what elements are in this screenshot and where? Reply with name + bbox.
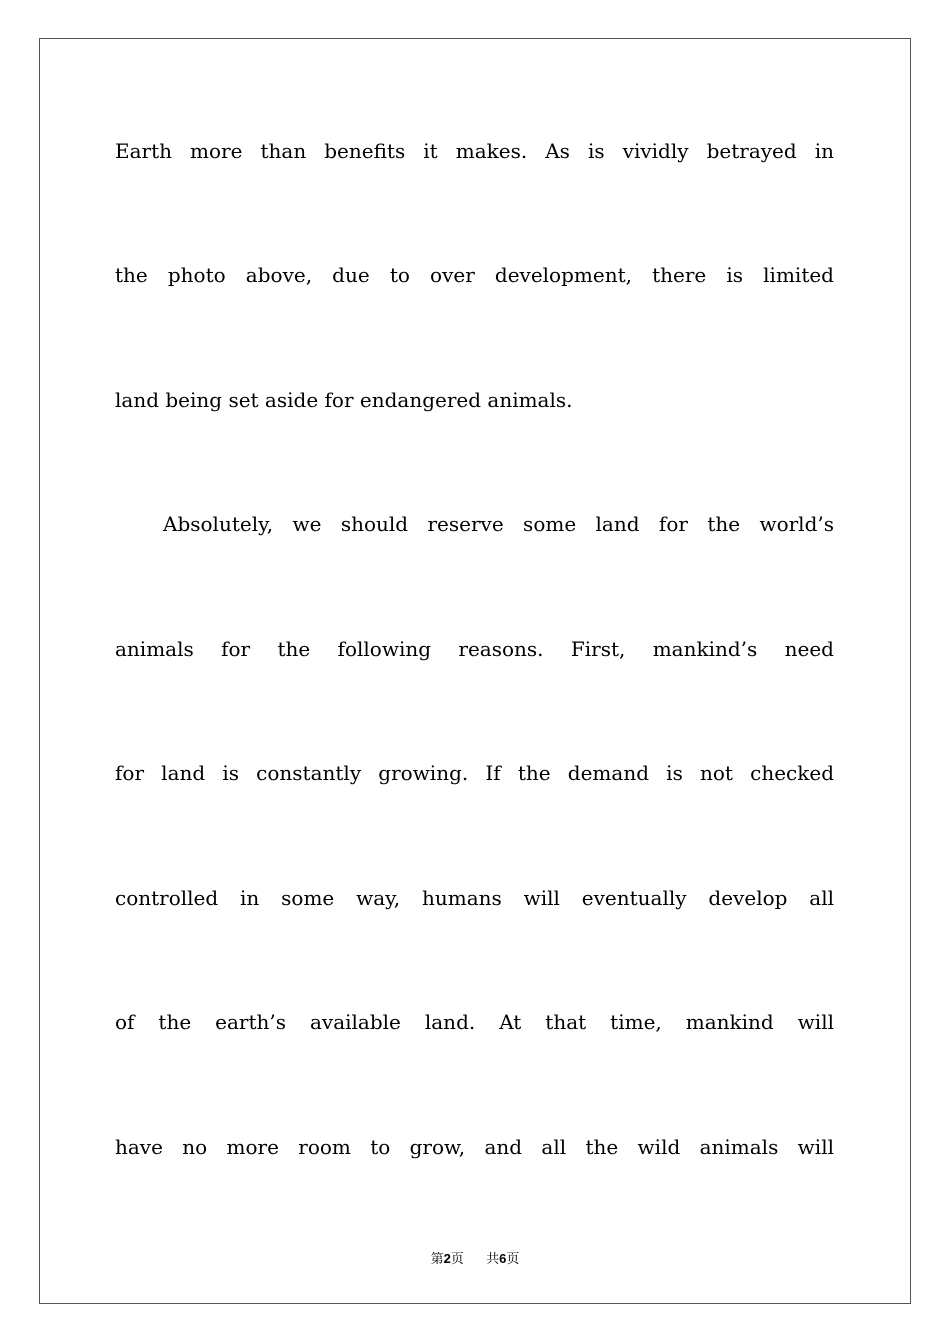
text-line: for land is constantly growing. If the demand is not checked <box>115 761 834 785</box>
text-line: controlled in some way, humans will eventually develop all <box>115 886 834 910</box>
page-number: 第2页 <box>430 1251 464 1267</box>
text-line: land being set aside for endangered animals. <box>115 388 573 412</box>
page-border <box>39 38 911 1304</box>
text-line-indented: Absolutely, we should reserve some land for the world’s <box>163 512 834 536</box>
text-line: of the earth’s available land. At that time, mankind will <box>115 1010 834 1034</box>
text-line: animals for the following reasons. First, mankind’s need <box>115 637 834 661</box>
text-line: Earth more than benefits it makes. As is vividly betrayed in <box>115 139 834 163</box>
text-line: have no more room to grow, and all the wild animals will <box>115 1135 834 1159</box>
text-line: the photo above, due to over development, there is limited <box>115 263 834 287</box>
page-total: 共6页 <box>486 1251 520 1267</box>
page-footer <box>0 1248 950 1267</box>
